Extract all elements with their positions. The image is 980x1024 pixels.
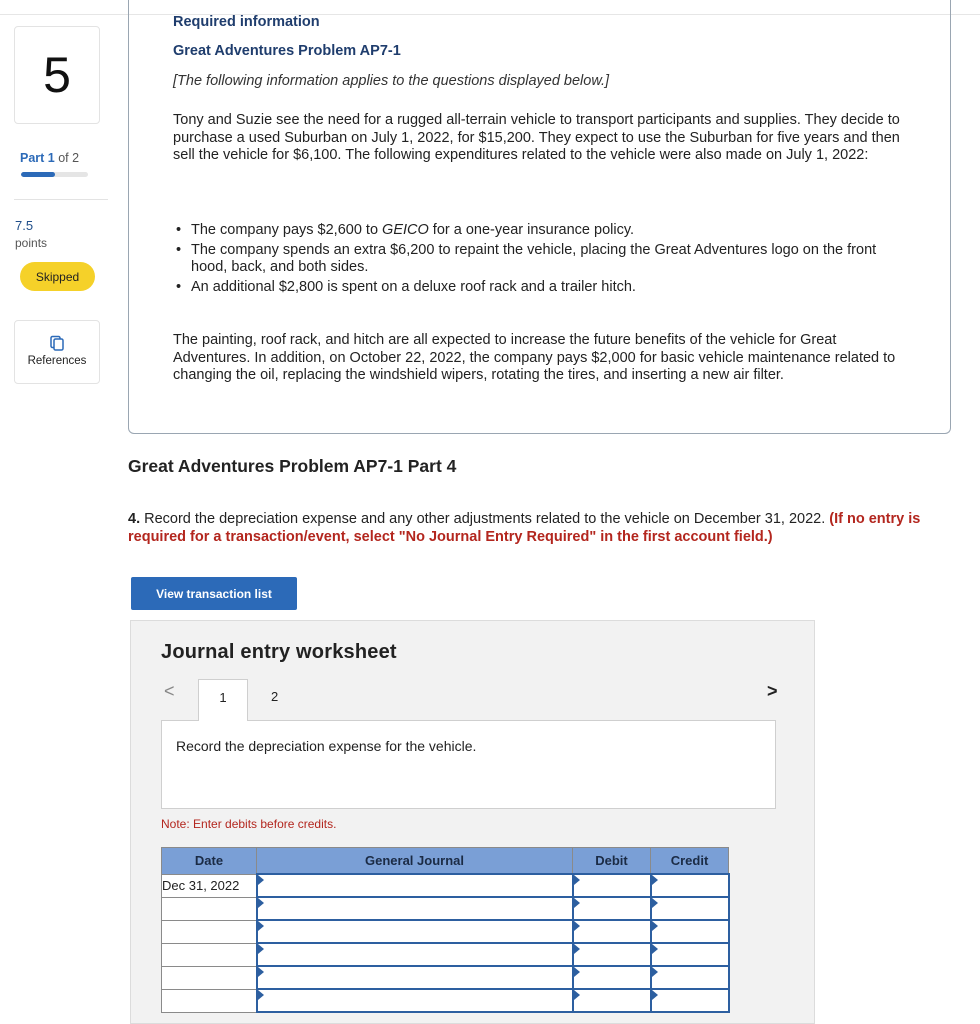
credit-input[interactable]	[651, 897, 729, 920]
date-cell	[162, 897, 257, 920]
expenditure-list	[173, 222, 913, 298]
entry-instruction: Record the depreciation expense for the vehicle.	[176, 738, 477, 754]
column-header-date: Date	[162, 848, 257, 875]
scenario-paragraph-2: The painting, roof rack, and hitch are all expected to increase the future benefits of the vehicle for Great Adventures. In addition, on October 22, 2022, the company pays $2,000 for basic vehicle maintenance related to changing the oil, replacing the windshield wipers, rotating the tires, and inserting a new air filter.	[173, 332, 896, 383]
account-input[interactable]	[257, 943, 573, 966]
references-label: References	[27, 355, 87, 367]
table-row	[162, 897, 729, 920]
bullet1-emphasis: GEICO	[382, 222, 429, 238]
worksheet-note: Note: Enter debits before credits.	[161, 817, 337, 831]
table-row	[162, 943, 729, 966]
bullet1-pre: The company pays $2,600 to	[191, 222, 383, 238]
account-input[interactable]	[257, 966, 573, 989]
part-current: Part 1	[20, 151, 55, 165]
entry-tab-1[interactable]: 1	[198, 679, 248, 721]
part-of: of 2	[58, 151, 80, 165]
table-row	[162, 989, 729, 1012]
worksheet-title: Journal entry worksheet	[161, 641, 397, 663]
date-cell: Dec 31, 2022	[162, 874, 257, 897]
question-text	[128, 510, 968, 546]
table-row	[162, 874, 729, 897]
column-header-general-journal: General Journal	[257, 848, 573, 875]
column-header-credit: Credit	[651, 848, 729, 875]
intro-note: [The following information applies to the questions displayed below.]	[173, 73, 610, 89]
prev-entry-arrow-icon[interactable]: <	[164, 681, 175, 701]
journal-table	[161, 847, 730, 1013]
date-cell	[162, 943, 257, 966]
debit-input[interactable]	[573, 943, 651, 966]
next-entry-arrow-icon[interactable]: >	[767, 681, 778, 701]
credit-input[interactable]	[651, 874, 729, 897]
entry-tab-2[interactable]: 2	[271, 689, 279, 704]
question-body: Record the depreciation expense and any other adjustments related to the vehicle on December 31, 2022.	[140, 511, 830, 527]
date-cell	[162, 966, 257, 989]
required-info-heading: Required information	[173, 14, 320, 30]
status-badge: Skipped	[20, 262, 95, 291]
debit-input[interactable]	[573, 920, 651, 943]
references-button[interactable]	[14, 320, 100, 384]
scenario-paragraph-1: Tony and Suzie see the need for a rugged all-terrain vehicle to transport participants and supplies. They decide to purchase a used Suburban on July 1, 2022, for $15,200. They expect to use the Suburban for five years and then sell the vehicle for $6,100. The following expenditures related to the vehicle were also made on July 1, 2022:	[173, 112, 900, 163]
rail-divider	[14, 199, 108, 200]
credit-input[interactable]	[651, 920, 729, 943]
list-item: • An additional $2,800 is spent on a deluxe roof rack and a trailer hitch.	[173, 279, 913, 297]
table-row	[162, 920, 729, 943]
account-input[interactable]	[257, 874, 573, 897]
table-row	[162, 966, 729, 989]
journal-entry-worksheet	[130, 620, 815, 1024]
date-cell	[162, 920, 257, 943]
part-title: Great Adventures Problem AP7-1 Part 4	[128, 456, 457, 476]
debit-input[interactable]	[573, 966, 651, 989]
part-indicator	[20, 151, 79, 165]
bullet1-post: for a one-year insurance policy.	[428, 222, 635, 238]
question-instruction: (If no entry is required for a transaction/event, select "No Journal Entry Required" in the first account field.)	[128, 511, 921, 545]
credit-input[interactable]	[651, 966, 729, 989]
points-value: 7.5	[15, 218, 34, 233]
account-input[interactable]	[257, 989, 573, 1012]
required-information-card	[128, 0, 951, 434]
credit-input[interactable]	[651, 989, 729, 1012]
list-item: • The company spends an extra $6,200 to repaint the vehicle, placing the Great Adventures logo on the front hood, back, and both sides.	[173, 242, 913, 277]
references-icon	[49, 335, 65, 351]
account-input[interactable]	[257, 897, 573, 920]
debit-input[interactable]	[573, 897, 651, 920]
part-progress-fill	[21, 172, 55, 177]
list-item	[173, 222, 913, 240]
question-number-label: 4.	[128, 511, 141, 527]
entry-instruction-box	[161, 720, 776, 809]
credit-input[interactable]	[651, 943, 729, 966]
debit-input[interactable]	[573, 874, 651, 897]
problem-title: Great Adventures Problem AP7-1	[173, 43, 401, 59]
points-label: points	[15, 236, 48, 250]
question-number-box	[14, 26, 100, 124]
date-cell	[162, 989, 257, 1012]
journal-header-row	[162, 848, 729, 875]
account-input[interactable]	[257, 920, 573, 943]
column-header-debit: Debit	[573, 848, 651, 875]
debit-input[interactable]	[573, 989, 651, 1012]
view-transaction-list-button[interactable]: View transaction list	[131, 577, 297, 610]
question-number: 5	[43, 47, 71, 103]
part-progress-bar	[21, 172, 88, 177]
